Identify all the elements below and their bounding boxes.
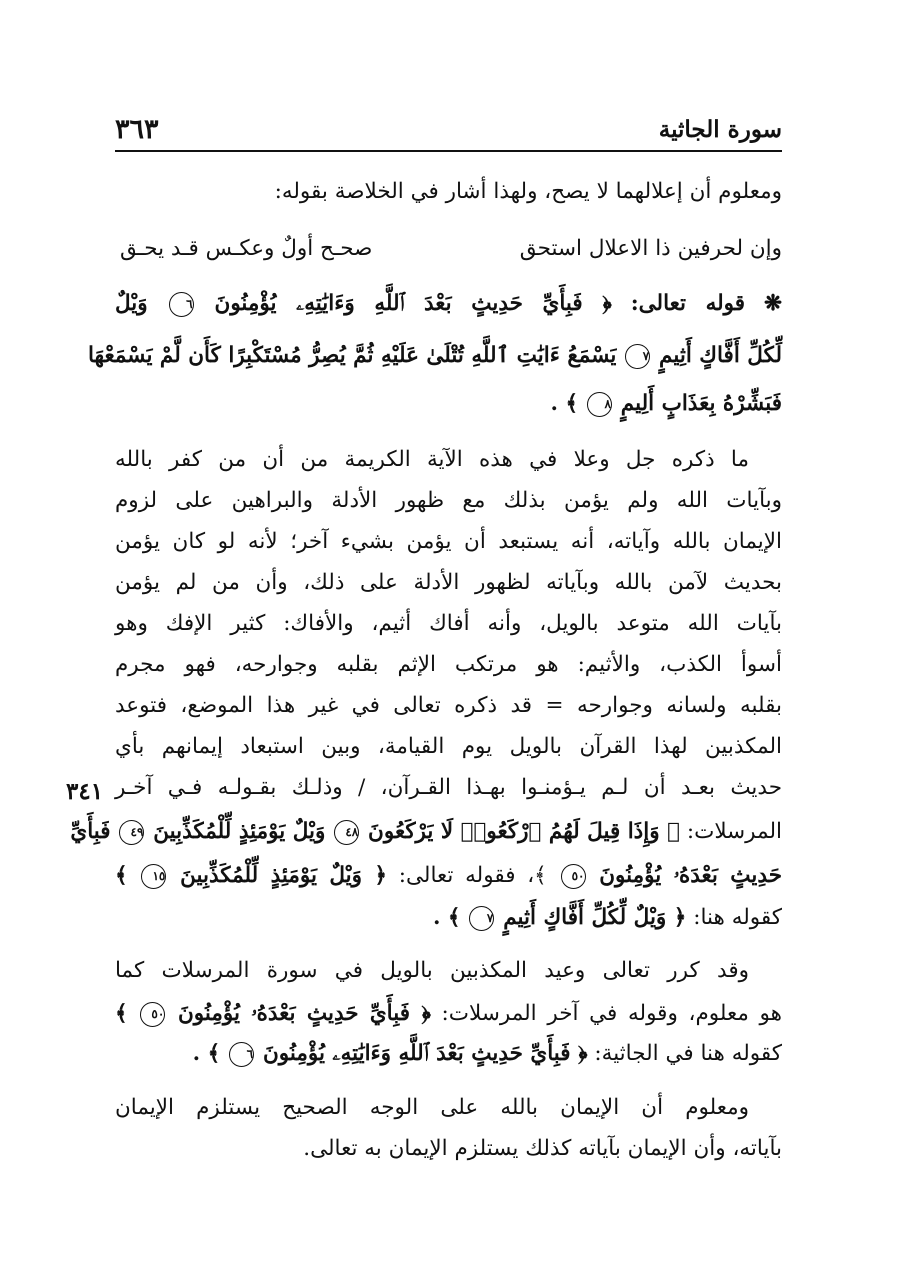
paragraph3-line-1: ومعلوم أن الإيمان بالله على الوجه الصحيح يستلزم الإيمان [115,1095,749,1120]
paragraph2-line-1: وقد كرر تعالى وعيد المكذبين بالويل في سورة المرسلات كما [115,958,749,983]
quran-text: ﴿ فَبِأَيِّ حَدِيثٍ بَعْدَ ٱللَّهِ وَءَايَٰتِهِۦ يُؤْمِنُونَ [262,1041,588,1066]
quran-text: ﴿ وَإِذَا قِيلَ لَهُمُ ٱرْكَعُوا۟ لَا يَرْكَعُونَ [368,819,680,844]
paragraph-line: ما ذكره جل وعلا في هذه الآية الكريمة من أن من كفر بالله [115,447,749,472]
ayah-number-marker: ٤٨ [334,820,359,845]
paragraph-line: بحديث لآمن بالله وبآياته لظهور الأدلة على ذلك، وأن من لم يؤمن [115,570,782,595]
paragraph2-line-3 [115,1034,782,1074]
quran-text: فَبِأَيِّ [70,819,111,844]
quran-text: ﴿ وَيْلٌ يَوْمَئِذٍ لِّلْمُكَذِّبِينَ [180,863,388,888]
star-ornament-icon: ❋ [763,291,782,316]
ayah-number-marker: ٤٩ [119,820,144,845]
verse-line-1 [115,284,782,324]
quran-close: ﴾ . [192,1041,221,1066]
quran-text: حَدِيثٍ بَعْدَهُۥ يُؤْمِنُونَ [599,863,782,888]
intro-line: ومعلوم أن إعلالهما لا يصح، ولهذا أشار في الخلاصة بقوله: [274,179,782,204]
ayah-number-marker: ٧ [469,906,494,931]
mursalat-line-1 [70,812,782,852]
quran-close: ﴾ [115,1001,128,1026]
poem-first-half: وإن لحرفين ذا الاعلال استحق [519,236,782,261]
quran-text: وَيْلٌ يَوْمَئِذٍ لِّلْمُكَذِّبِينَ [153,819,326,844]
mursalat-line-3 [115,898,782,938]
quran-text: يَسْمَعُ ءَايَٰتِ ٱللَّهِ تُتْلَىٰ عَلَيْهِ ثُمَّ يُصِرُّ مُسْتَكْبِرًا كَأَن لَّمْ يَسْمَعْهَا [88,343,617,368]
mursalat-intro: المرسلات: [686,819,782,844]
quran-text: لِّكُلِّ أَفَّاكٍ أَثِيمٍ [659,343,782,368]
paragraph2-line-2 [115,994,782,1034]
mursalat-mid-text: ﴾، فقوله تعالى: [398,863,547,888]
quran-text: ﴿ فَبِأَيِّ حَدِيثٍ بَعْدَهُۥ يُؤْمِنُونَ [177,1001,431,1026]
quran-close: ﴾ . [550,391,579,416]
paragraph-line: الإيمان بالله وآياته، أنه يستبعد أن يؤمن بشيء آخر؛ لأنه لو كان يؤمن [115,529,782,554]
mursalat-line-2 [115,856,782,896]
paragraph-line: بقلبه ولسانه وجوارحه = قد ذكره تعالى في غير هذا الموضع، فتوعد [115,693,782,718]
here-text: كقوله هنا: [693,905,782,930]
quran-text: ﴿ وَيْلٌ لِّكُلِّ أَفَّاكٍ أَثِيمٍ [503,905,687,930]
paragraph-line: حديث بعـد أن لـم يـؤمنـوا بهـذا القـرآن، / وذلـك بقـولـه فـي آخـر [115,775,782,800]
verse-line-2 [88,336,782,376]
paragraph2-text: كقوله هنا في الجاثية: [594,1041,782,1066]
paragraph3-line-2: بآياته، وأن الإيمان بآياته كذلك يستلزم الإيمان به تعالى. [303,1136,782,1161]
paragraph-line: أسوأ الكذب، والأثيم: هو مرتكب الإثم بقلبه وجوارحه، فهو مجرم [115,652,782,677]
paragraph-line: بآيات الله متوعد بالويل، وأنه أفاك أثيم، والأفاك: كثير الإفك وهو [115,611,782,636]
paragraph-line: المكذبين لهذا القرآن بالويل يوم القيامة، وبين استبعاد إيمانهم بأي [115,734,782,759]
margin-page-reference: ٣٤١ [66,778,104,805]
page-header [115,116,782,150]
quran-text: ﴿ فَبِأَيِّ حَدِيثٍ بَعْدَ ٱللَّهِ وَءَايَٰتِهِۦ يُؤْمِنُونَ [214,291,612,316]
ayah-number-marker: ٨ [587,392,612,417]
poem-second-half: صحـح أولٌ وعكـس قـد يحـق [120,236,373,261]
ayah-number-marker: ٦ [169,292,194,317]
paragraph2-text: هو معلوم، وقوله في آخر المرسلات: [441,1001,782,1026]
paragraph-line: وبآيات الله ولم يؤمن بذلك مع ظهور الأدلة والبراهين على لزوم [115,488,782,513]
verse-intro: قوله تعالى: [630,291,746,316]
surah-title: سورة الجاثية [658,116,782,143]
header-divider [115,150,782,152]
quran-text: وَيْلٌ [115,291,148,316]
verse-line-3 [115,384,782,424]
quran-close: ﴾ . [432,905,461,930]
ayah-number-marker: ١٥ [141,864,166,889]
ayah-number-marker: ٦ [229,1042,254,1067]
ayah-number-marker: ٥٠ [561,864,586,889]
quran-text: فَبَشِّرْهُ بِعَذَابٍ أَلِيمٍ [620,391,782,416]
page-number: ٣٦٣ [115,114,159,145]
ayah-number-marker: ٥٠ [140,1002,165,1027]
quran-close: ﴾ [115,863,128,888]
poem-verse [115,229,782,269]
ayah-number-marker: ٧ [625,344,650,369]
